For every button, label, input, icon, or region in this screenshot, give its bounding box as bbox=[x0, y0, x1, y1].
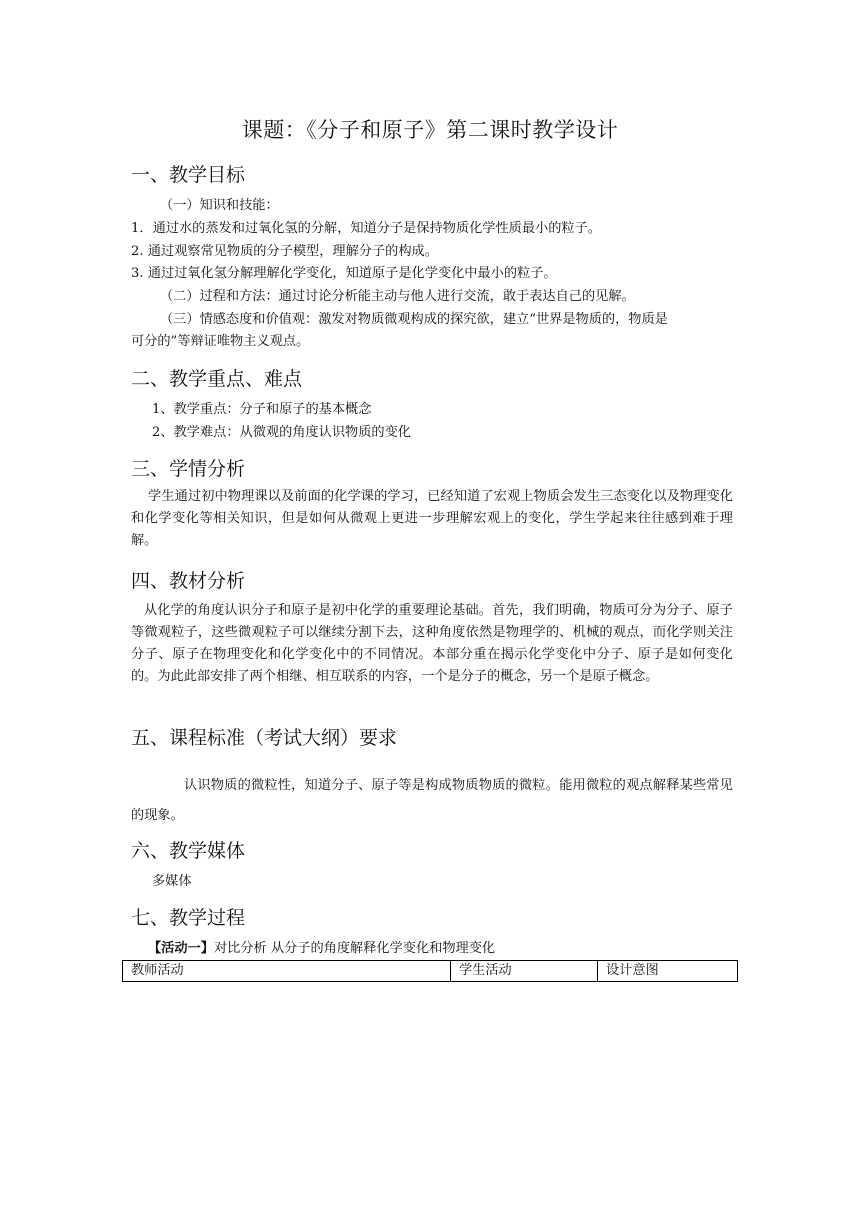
activity-one-label: 【活动一】 bbox=[148, 941, 214, 956]
objective-item-1: 1．通过水的蒸发和过氧化氢的分解，知道分子是保持物质化学性质最小的粒子。 bbox=[131, 221, 601, 236]
material-analysis-paragraph: 从化学的角度认识分子和原子是初中化学的重要理论基础。首先，我们明确，物质可分为分子、原子等微观粒子，这些微观粒子可以继续分割下去，这种角度依然是物理学的、机械的观点，而化学则关注分子、原子在物理变化和化学变化中的不同情况。本部分重在揭示化学变化中分子、原子是如何变化的。为此此部安排了两个相继、相互联系的内容，一个是分子的概念，另一个是原子概念。 bbox=[131, 603, 733, 684]
objective-item-2: 2. 通过观察常见物质的分子模型，理解分子的构成。 bbox=[131, 244, 438, 259]
curriculum-standard-paragraph: 认识物质的微粒性，知道分子、原子等是构成物质物质的微粒。能用微粒的观点解释某些常见的现象。 bbox=[131, 778, 733, 823]
section-heading-curriculum-standard: 五、课程标准（考试大纲）要求 bbox=[131, 727, 398, 749]
attitude-values-line2: 可分的”等辩证唯物主义观点。 bbox=[131, 334, 310, 349]
section-heading-student-analysis: 三、学情分析 bbox=[131, 458, 246, 480]
document-title: 课题：《分子和原子》第二课时教学设计 bbox=[241, 118, 619, 142]
activity-one-text: 对比分析 从分子的角度解释化学变化和物理变化 bbox=[213, 941, 496, 956]
teaching-media-text: 多媒体 bbox=[152, 874, 192, 889]
knowledge-skills-label: （一）知识和技能： bbox=[160, 198, 279, 213]
objective-item-3: 3. 通过过氧化氢分解理解化学变化，知道原子是化学变化中最小的粒子。 bbox=[131, 266, 557, 281]
section-heading-material-analysis: 四、教材分析 bbox=[131, 570, 246, 592]
section-heading-teaching-process: 七、教学过程 bbox=[131, 907, 246, 929]
table-header-design-intent: 设计意图 bbox=[606, 963, 659, 978]
student-analysis-paragraph: 学生通过初中物理课以及前面的化学课的学习，已经知道了宏观上物质会发生三态变化以及物理变化和化学变化等相关知识，但是如何从微观上更进一步理解宏观上的变化，学生学起来往往感到难于理解。 bbox=[131, 489, 733, 548]
activity-table bbox=[122, 960, 738, 982]
key-point-item: 1、教学重点：分子和原子的基本概念 bbox=[152, 402, 372, 417]
attitude-values-line1: （三）情感态度和价值观：激发对物质微观构成的探究欲，建立“世界是物质的，物质是 bbox=[160, 312, 668, 327]
table-header-student-activity: 学生活动 bbox=[451, 961, 598, 981]
section-heading-teaching-media: 六、教学媒体 bbox=[131, 840, 246, 862]
section-heading-key-points: 二、教学重点、难点 bbox=[131, 368, 303, 390]
difficulty-item: 2、教学难点：从微观的角度认识物质的变化 bbox=[152, 425, 411, 440]
table-header-teacher-activity: 教师活动 bbox=[123, 961, 451, 981]
section-heading-objectives: 一、教学目标 bbox=[131, 164, 246, 186]
activity-one-caption bbox=[148, 939, 495, 959]
process-methods-text: （二）过程和方法：通过讨论分析能主动与他人进行交流，敢于表达自己的见解。 bbox=[160, 289, 635, 304]
